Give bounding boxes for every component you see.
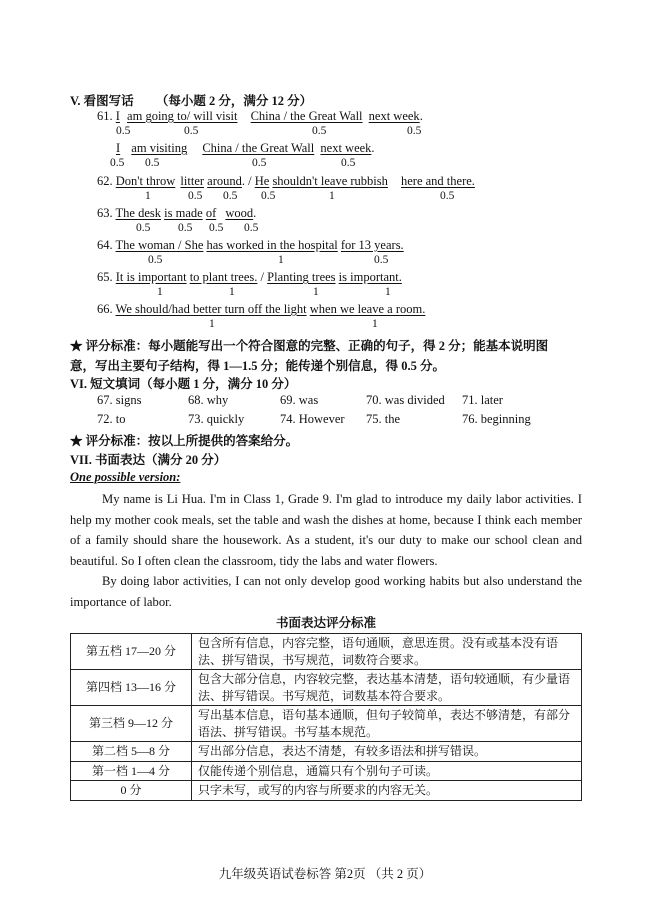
question-number: 64. (97, 238, 113, 252)
score: 0.5 (341, 157, 356, 169)
rubric-level: 第一档 1—4 分 (71, 761, 192, 781)
rubric-level: 第三档 9—12 分 (71, 706, 192, 742)
answer-part: I (115, 109, 120, 123)
answer-part: for 13 years. (340, 238, 404, 252)
section-6-title: VI. 短文填词（每小题 1 分，满分 10 分） (70, 377, 297, 391)
question-number: 61. (97, 109, 113, 123)
section-5-note: （每小题 2 分，满分 12 分） (155, 94, 313, 108)
table-row (71, 634, 582, 670)
rubric-table-title: 书面表达评分标准 (275, 616, 376, 630)
answer-part: The desk (115, 206, 162, 220)
punctuation: . / (241, 174, 252, 188)
question-number: 66. (97, 302, 113, 316)
answer-65 (97, 270, 402, 285)
question-number: 65. (97, 270, 113, 284)
answer-part: next week (368, 109, 420, 123)
punctuation: . (253, 206, 257, 220)
answer-part: is made (164, 206, 203, 220)
answer-part: Don't throw (115, 174, 176, 188)
score: 0.5 (145, 157, 160, 169)
answer-part: China / the Great Wall (202, 141, 315, 155)
punctuation: . (371, 141, 375, 155)
answer-item: 75. the (366, 412, 401, 426)
answer-item: 67. signs (97, 393, 142, 407)
score: 0.5 (178, 222, 193, 234)
punctuation: / (257, 270, 268, 284)
score: 0.5 (261, 190, 276, 202)
answer-part: of (205, 206, 217, 220)
question-number: 62. (97, 174, 113, 188)
answer-item: 72. to (97, 412, 126, 426)
rubric-description: 写出部分信息，表达不清楚，有较多语法和拼写错误。 (192, 742, 582, 762)
score: 1 (157, 286, 163, 298)
answer-part: when we leave a room. (309, 302, 426, 316)
answer-64 (97, 238, 404, 253)
answer-part: next week (320, 141, 372, 155)
answer-part: He (254, 174, 270, 188)
rubric-level: 0 分 (71, 781, 192, 801)
score: 0.5 (209, 222, 224, 234)
table-row (71, 742, 582, 762)
rubric-level: 第五档 17—20 分 (71, 634, 192, 670)
table-row (71, 706, 582, 742)
table-row (71, 670, 582, 706)
score: 1 (278, 254, 284, 266)
score: 0.5 (244, 222, 259, 234)
score: 1 (229, 286, 235, 298)
rubric-level: 第四档 13—16 分 (71, 670, 192, 706)
rubric-description: 包含所有信息，内容完整，语句通顺，意思连贯。没有或基本没有语法、拼写错误，书写规范，词数符合要求。 (192, 634, 582, 670)
rubric-description: 仅能传递个别信息，通篇只有个别句子可读。 (192, 761, 582, 781)
answer-part: am going to/ will visit (127, 109, 238, 123)
answer-part: shouldn't leave rubbish (272, 174, 388, 188)
criteria-5-line1: ★ 评分标准：每小题能写出一个符合图意的完整、正确的句子，得 2 分；能基本说明图 (70, 339, 549, 353)
score: 0.5 (374, 254, 389, 266)
answer-part: The woman / She (115, 238, 204, 252)
answer-item: 73. quickly (188, 412, 245, 426)
page-footer: 九年级英语试卷标答 第2页 （共 2 页） (218, 867, 432, 881)
answer-part: I (116, 141, 121, 155)
score: 1 (329, 190, 335, 202)
answer-62 (97, 174, 475, 189)
answer-part: wood (225, 206, 254, 220)
criteria-6: ★ 评分标准：按以上所提供的答案给分。 (70, 434, 299, 448)
answer-part: Planting trees (267, 270, 336, 284)
score: 0.5 (407, 125, 422, 137)
question-number: 63. (97, 206, 113, 220)
answer-item: 71. later (462, 393, 503, 407)
score: 1 (385, 286, 391, 298)
section-5-title: V. 看图写话 (70, 94, 134, 108)
version-label: One possible version: (70, 470, 181, 484)
answer-item: 76. beginning (462, 412, 531, 426)
answer-part: around (207, 174, 242, 188)
score: 0.5 (440, 190, 455, 202)
answer-part: China / the Great Wall (250, 109, 363, 123)
answer-part: to plant trees. (189, 270, 258, 284)
score: 0.5 (252, 157, 267, 169)
section-7-title: VII. 书面表达（满分 20 分） (70, 453, 227, 467)
essay (70, 489, 582, 612)
section-5-heading (70, 91, 312, 109)
answer-item: 70. was divided (366, 393, 445, 407)
essay-paragraph-1: My name is Li Hua. I'm in Class 1, Grade 9. I'm glad to introduce my daily labor activities. I help my mother cook meals, set the table and wash the dishes at home, because I think each member of a family should share the housework. As a student, it's our duty to make our school clean and beautiful. So I often clean the classroom, tidy the labs and water flowers. (70, 492, 582, 568)
answer-61a (97, 109, 423, 124)
answer-part: We should/had better turn off the light (115, 302, 307, 316)
answer-part: is important. (338, 270, 402, 284)
rubric-description: 写出基本信息，语句基本通顺，但句子较简单，表达不够清楚，有部分语法、拼写错误。书写基本规范。 (192, 706, 582, 742)
score: 0.5 (223, 190, 238, 202)
answer-part: It is important (115, 270, 187, 284)
answer-part: has worked in the hospital (206, 238, 338, 252)
score: 0.5 (184, 125, 199, 137)
rubric-level: 第二档 5—8 分 (71, 742, 192, 762)
rubric-table (70, 633, 582, 801)
table-row (71, 761, 582, 781)
punctuation: . (419, 109, 423, 123)
answer-item: 74. However (280, 412, 345, 426)
score: 0.5 (116, 125, 131, 137)
score: 1 (372, 318, 378, 330)
score: 0.5 (110, 157, 125, 169)
score: 1 (145, 190, 151, 202)
answer-item: 68. why (188, 393, 229, 407)
answer-part: am visiting (131, 141, 188, 155)
score: 0.5 (136, 222, 151, 234)
score: 0.5 (188, 190, 203, 202)
answer-63 (97, 206, 256, 221)
rubric-description: 只字未写，或写的内容与所要求的内容无关。 (192, 781, 582, 801)
answer-item: 69. was (280, 393, 319, 407)
answer-66 (97, 302, 425, 317)
score: 0.5 (312, 125, 327, 137)
answer-part: litter (180, 174, 205, 188)
criteria-5-line2: 意，写出主要句子结构，得 1—1.5 分；能传递个别信息，得 0.5 分。 (70, 359, 446, 373)
answer-61b (116, 141, 375, 156)
essay-paragraph-2: By doing labor activities, I can not only develop good working habits but also understand the importance of labor. (70, 574, 582, 609)
answer-part: here and there. (401, 174, 475, 188)
score: 1 (209, 318, 215, 330)
table-row (71, 781, 582, 801)
score: 0.5 (148, 254, 163, 266)
score: 1 (313, 286, 319, 298)
rubric-description: 包含大部分信息，内容较完整，表达基本清楚，语句较通顺，有少量语法、拼写错误。书写规范，词数基本符合要求。 (192, 670, 582, 706)
